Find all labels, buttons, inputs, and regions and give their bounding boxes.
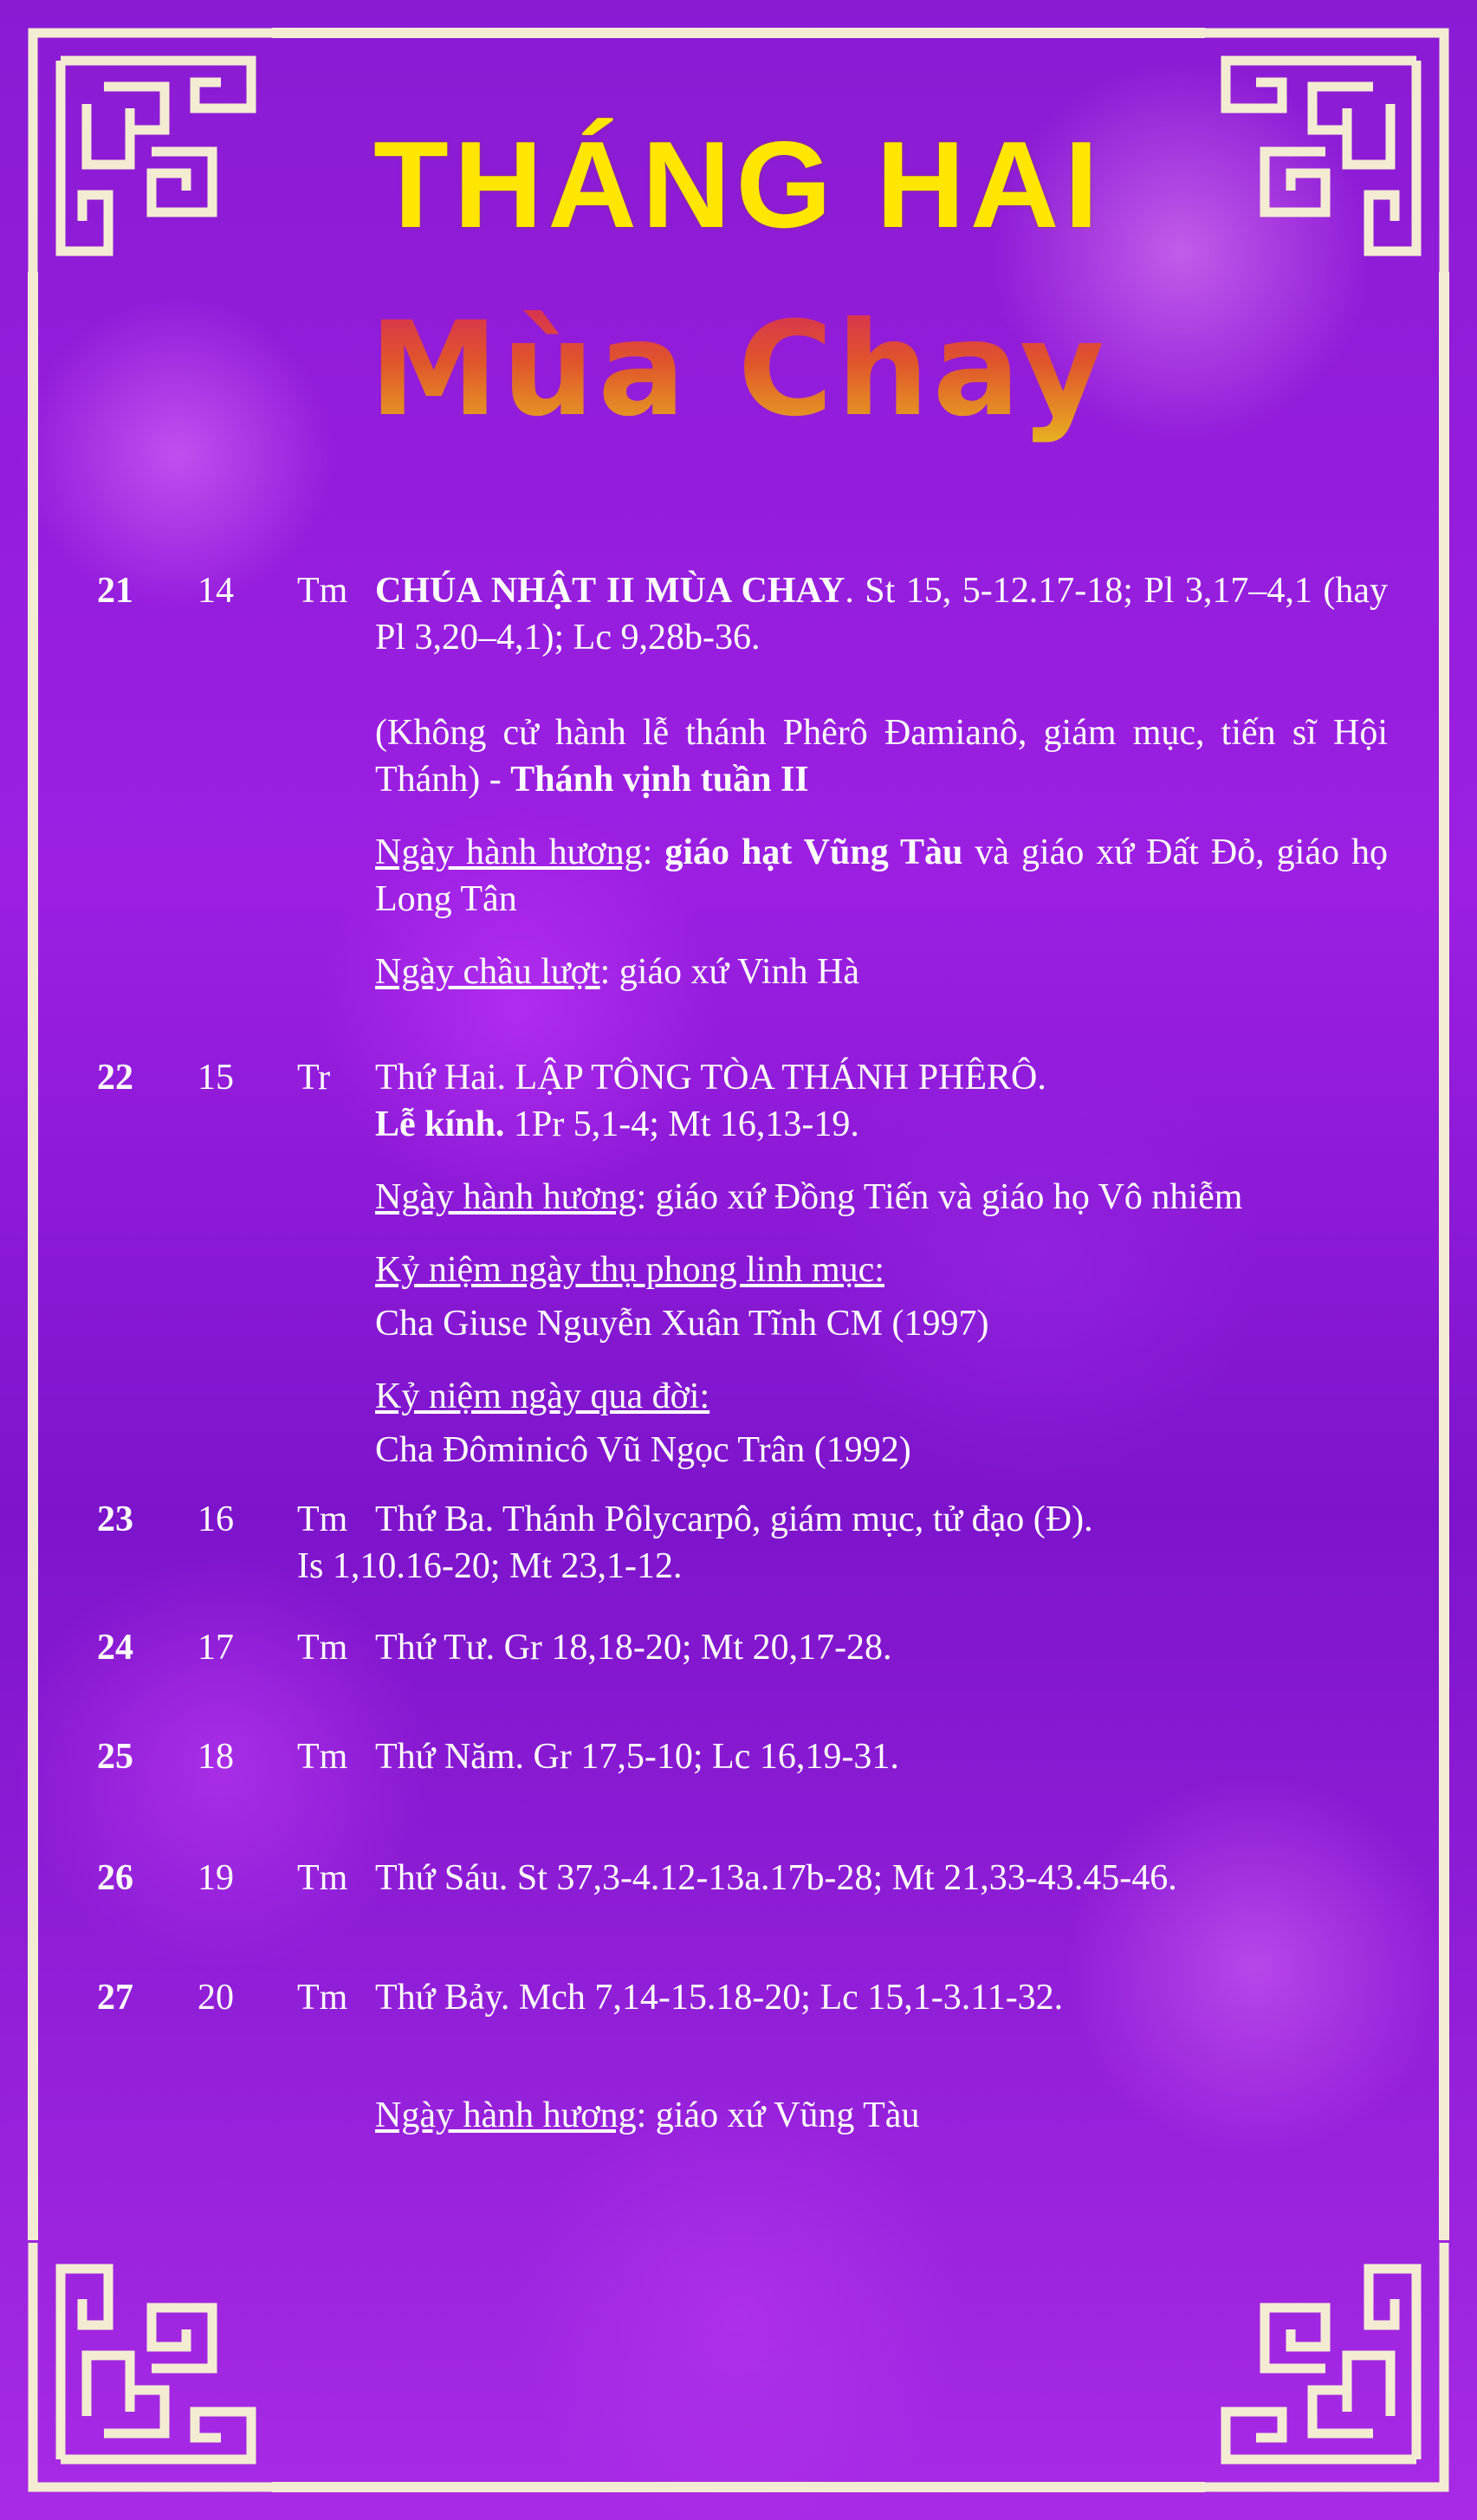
entry-note [375,709,1388,803]
lunar-day: 16 [198,1500,234,1539]
page-title: THÁNG HAI [373,116,1104,254]
lunar-day: 18 [198,1737,234,1777]
pilgrimage-text: và giáo xứ Đất Đỏ, giáo họ Long Tân [375,832,1389,919]
entry-pilgrimage [375,1174,1388,1221]
pilgrimage-colon: : [642,832,665,872]
day-number: 22 [97,1058,133,1098]
entry-readings-text: . St 15, 5-12.17-18; Pl 3,17–4,1 (hay Pl 3,20–4,1); Lc 9,28b-36. [375,571,1389,658]
pilgrimage-bold: giáo hạt Vũng Tàu [664,832,963,872]
entry-note-bold: Thánh vịnh tuần II [510,760,809,800]
day-number: 26 [97,1858,133,1898]
entry-body [375,1624,1388,1671]
entry-body [375,1054,1388,1474]
ordination-label-text: Kỷ niệm ngày thụ phong linh mục: [375,1250,884,1290]
page-subtitle: Mùa Chay [0,295,1477,445]
entry-body [375,1974,1388,2139]
entry-readings-text: 1Pr 5,1-4; Mt 16,13-19. [504,1105,859,1144]
liturgical-color: Tm [297,1737,348,1777]
entry-rank: Lễ kính. [375,1105,505,1144]
entry-readings [375,1101,1388,1148]
entry-body [297,1496,1388,1590]
calendar-entry [97,1054,1388,1474]
liturgical-color: Tm [297,1858,348,1898]
pilgrimage-label: Ngày hành hương [375,1177,637,1217]
liturgical-color: Tm [297,1500,348,1539]
adoration-label: Ngày chầu lượt [375,952,600,992]
liturgical-color: Tm [297,571,348,611]
liturgical-color: Tm [297,1978,348,2018]
pilgrimage-text: : giáo xứ Vũng Tàu [636,2096,920,2135]
pilgrimage-label: Ngày hành hương [375,2096,637,2135]
entry-feast: CHÚA NHẬT II MÙA CHAY [375,571,845,611]
day-number: 24 [97,1628,133,1668]
calendar-entry [97,1496,1388,1590]
death-text: Cha Đôminicô Vũ Ngọc Trân (1992) [375,1430,911,1470]
death-label [375,1373,1388,1420]
entry-title: Thứ Hai. LẬP TÔNG TÒA THÁNH PHÊRÔ. [375,1058,1046,1098]
entry-pilgrimage [375,829,1388,923]
entry-readings: Is 1,10.16-20; Mt 23,1-12. [297,1546,683,1586]
entry-title [297,1496,1388,1543]
pilgrimage-label: Ngày hành hương [375,832,643,872]
entry-readings: Thứ Bảy. Mch 7,14-15.18-20; Lc 15,1-3.11-32. [375,1978,1064,2018]
entry-adoration [375,949,1388,995]
calendar-entry [97,1733,1388,1780]
lunar-day: 19 [198,1858,234,1898]
lunar-day: 17 [198,1628,234,1668]
entry-body [375,1855,1388,1901]
entry-title-text: Thứ Ba. Thánh Pôlycarpô, giám mục, tử đạo (Đ). [375,1500,1093,1539]
liturgical-color: Tr [297,1058,331,1098]
entry-body [375,1733,1388,1780]
ordination-label [375,1247,1388,1293]
death-label-text: Kỷ niệm ngày qua đời: [375,1377,710,1416]
ordination-text: Cha Giuse Nguyễn Xuân Tĩnh CM (1997) [375,1304,989,1344]
adoration-text: : giáo xứ Vinh Hà [599,952,860,992]
lunar-day: 15 [198,1058,234,1098]
calendar-entry [97,1974,1388,2139]
entry-readings [375,567,1388,661]
pilgrimage-text: : giáo xứ Đồng Tiến và giáo họ Vô nhiễm [636,1177,1243,1217]
day-number: 27 [97,1978,133,2018]
day-number: 25 [97,1737,133,1777]
day-number: 21 [97,571,133,611]
lunar-day: 14 [198,571,234,611]
entry-readings: Thứ Năm. Gr 17,5-10; Lc 16,19-31. [375,1737,899,1777]
lunar-day: 20 [198,1978,234,2018]
entry-body [375,567,1388,995]
calendar-entry [97,567,1388,995]
calendar-entries [97,567,1388,2139]
calendar-entry [97,1855,1388,1901]
entry-readings: Thứ Sáu. St 37,3-4.12-13a.17b-28; Mt 21,33-43.45-46. [375,1858,1177,1898]
day-number: 23 [97,1500,133,1539]
calendar-entry [97,1624,1388,1671]
entry-pilgrimage [375,2092,1388,2139]
entry-readings: Thứ Tư. Gr 18,18-20; Mt 20,17-28. [375,1628,892,1668]
liturgical-color: Tm [297,1628,348,1668]
entry-note-text: (Không cử hành lễ thánh Phêrô Đamianô, giám mục, tiến sĩ Hội Thánh) - [375,713,1388,800]
